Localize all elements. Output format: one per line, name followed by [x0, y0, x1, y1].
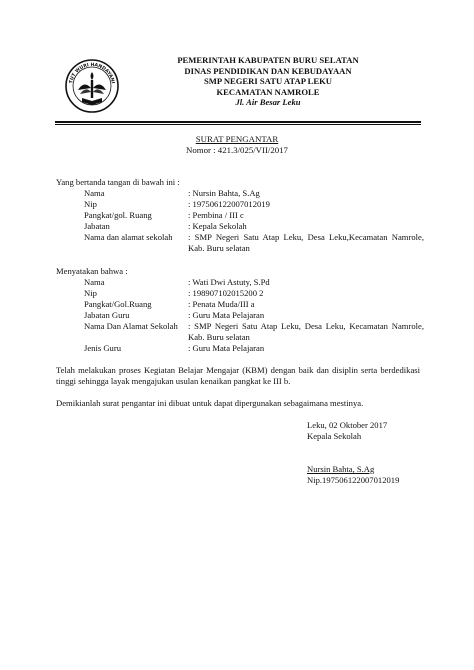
signer-label: Jabatan [84, 221, 110, 231]
letter-number: Nomor : 421.3/025/VII/2017 [186, 145, 288, 155]
signer-value: : Nursin Bahta, S.Ag [188, 188, 260, 198]
letterhead-district: KECAMATAN NAMROLE [216, 86, 320, 97]
signer-label: Nip [84, 199, 97, 209]
signature-place-date: Leku, 02 Oktober 2017 [307, 420, 388, 430]
subject-value: : 198907102015200 2 [188, 288, 264, 298]
signer-value: : 197506122007012019 [188, 199, 270, 209]
subject-label: Pangkat/Gol.Ruang [84, 299, 152, 309]
signer-value: : Kepala Sekolah [188, 221, 247, 231]
letterhead-address: Jl. Air Besar Leku [235, 97, 301, 108]
signer-value: : SMP Negeri Satu Atap Leku, Desa Leku,Kecamatan Namrole, Kab. Buru selatan [188, 232, 424, 253]
signer-label: Pangkat/gol. Ruang [84, 210, 152, 220]
subject-label: Jabatan Guru [84, 310, 130, 320]
letterhead-divider [55, 121, 421, 125]
subject-label: Nama [84, 277, 105, 287]
subject-value: : Guru Mata Pelajaran [188, 310, 265, 320]
logo-motto-text: TUT WURI HANDAYANI [69, 62, 115, 85]
subject-label: Jenis Guru [84, 343, 121, 353]
letterhead-government: PEMERINTAH KABUPATEN BURU SELATAN [177, 55, 359, 65]
letterhead-department: DINAS PENDIDIKAN DAN KEBUDAYAAN [184, 65, 352, 76]
tut-wuri-handayani-logo-icon [64, 58, 120, 114]
letter-title [0, 134, 474, 156]
subject-value: : Wati Dwi Astuty, S.Pd [188, 277, 270, 287]
closing-paragraph: Demikianlah surat pengantar ini dibuat untuk dapat dipergunakan sebagaimana mestinya. [56, 398, 364, 408]
signer-value: : Pembina / III c [188, 210, 244, 220]
signature-nip: Nip.197506122007012019 [307, 475, 400, 485]
signer-label: Nama [84, 188, 105, 198]
letterhead [55, 55, 421, 119]
letterhead-school: SMP NEGERI SATU ATAP LEKU [204, 76, 332, 87]
letter-heading: SURAT PENGANTAR [195, 134, 279, 144]
states-text: Menyatakan bahwa : [56, 266, 128, 276]
intro-text: Yang bertanda tangan di bawah ini : [56, 177, 180, 187]
subject-value: : Penata Muda/III a [188, 299, 255, 309]
subject-value: : SMP Negeri Satu Atap Leku, Desa Leku, Kecamatan Namrole, Kab. Buru selatan [188, 321, 424, 342]
signer-label: Nama dan alamat sekolah [84, 232, 173, 242]
signature-position: Kepala Sekolah [307, 431, 362, 441]
subject-value: : Guru Mata Pelajaran [188, 343, 265, 353]
statement-paragraph: Telah melakukan proses Kegiatan Belajar Mengajar (KBM) dengan baik dan disiplin serta berdedikasi tinggi sehingga layak mengajukan usulan kenaikan pangkat ke III b. [56, 365, 420, 386]
subject-label: Nama Dan Alamat Sekolah [84, 321, 178, 331]
letterhead-text [115, 55, 421, 108]
subject-label: Nip [84, 288, 97, 298]
signature-name: Nursin Bahta, S.Ag [307, 464, 375, 474]
